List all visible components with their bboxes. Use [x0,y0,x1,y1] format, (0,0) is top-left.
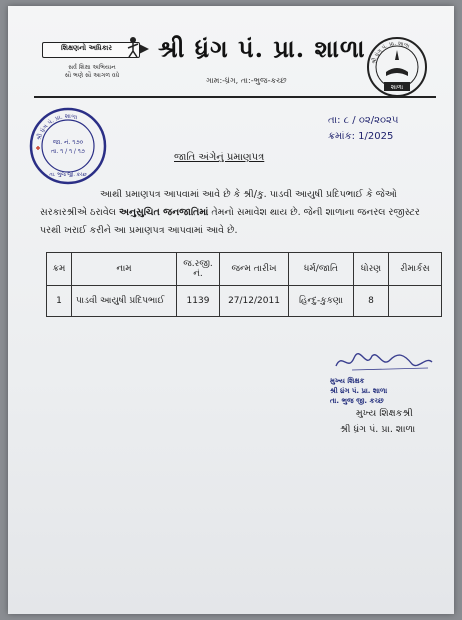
seal-line-3: તા. ભુજ જી. કચ્છ [330,397,384,405]
header-name: નામ [72,253,177,286]
stamp-ring-text: શ્રી ધ્રંગ પં. પ્રા. શાળા [35,112,78,142]
table-row [47,286,442,317]
cell-name: પાડવી આયુષી પ્રદિપભાઈ [72,286,177,317]
school-name: શ્રી ધ્રંગ પં. પ્રા. શાળા [158,34,366,63]
education-logo [36,36,146,98]
header-standard: ધોરણ [354,253,389,286]
handwritten-signature [332,346,436,376]
school-emblem [366,36,428,98]
stamp-bottom-text: તા. ભુજ જી. કચ્છ [49,172,87,178]
signatory-title: મુખ્ય શિક્ષકશ્રી [356,408,413,419]
seal-line-2: શ્રી ધ્રંગ પં. પ્રા. શાળા [330,387,388,395]
svg-text:શ્રી ધ્રંગ પં. પ્રા. શાળા [370,41,411,65]
stamp-cross-icon [36,146,40,150]
certificate-paper [8,6,454,614]
header-remarks: રીમાર્કસ [389,253,442,286]
slogan-line-1: સર્વ શિક્ષા અભિયાન [68,64,116,71]
body-text-part-2: તેમનો સમાવેશ થાય છે. જેની શાળાના જનરલ રજીસ્ટર પરથી ખરાઈ કરીને આ પ્રમાણપત્ર આપવામાં આવે છે. [40,207,420,236]
logo-slogan [50,64,134,80]
certificate-title: જાતિ અંગેનું પ્રમાણપત્ર [174,152,265,163]
emblem-bottom-text: શાળા [390,84,404,91]
lamp-flame-icon [395,50,399,60]
stamp-date: તા. ૧ / ૧ / ૧૭ [51,148,85,155]
issue-date: તા: ૮ / ૦૨/૨૦૨૫ [328,115,399,126]
cell-birth-date: 27/12/2011 [220,286,289,317]
school-round-stamp [28,106,108,186]
stamp-number: જા. નં. ૧૭૦ [52,139,84,146]
school-location: ગામ:-ધ્રંગ, તા:-ભુજ-કચ્છ [206,76,287,85]
emblem-top-text: શ્રી ધ્રંગ પં. પ્રા. શાળા [371,40,411,65]
student-figure-icon [126,36,140,58]
header-register-no: જ.રજી. નં. [177,253,220,286]
cell-religion-caste: હિન્દુ-કુકણા [289,286,354,317]
cell-standard: 8 [354,286,389,317]
cell-remarks [389,286,442,317]
header-religion-caste: ધર્મ/જાતિ [289,253,354,286]
table-header-row [47,253,442,286]
headmaster-seal [330,376,387,406]
logo-motto: શિક્ષણનો અધિકાર [61,44,113,52]
certificate-serial: ક્રમાંક: 1/2025 [328,131,394,142]
open-book-icon [386,68,408,76]
certificate-body [40,186,436,240]
header-serial: ક્રમ [47,253,72,286]
cell-register-no: 1139 [177,286,220,317]
body-text-part-1: આથી પ્રમાણપત્ર આપવામાં આવે છે કે શ્રી/કુ. પાડવી આયુષી પ્રદિપભાઈ કે જેઓ સરકારશ્રીએ ઠરાવેલ [40,189,397,218]
seal-line-1: મુખ્ય શિક્ષક [330,377,365,385]
slogan-line-2: સૌ ભણે સૌ આગળ વધે [64,72,120,79]
cell-serial: 1 [47,286,72,317]
signatory-school: શ્રી ધ્રંગ પં. પ્રા. શાળા [340,424,416,435]
student-table [46,252,442,317]
body-highlight: અનુસુચિત જનજાતિમાં [118,207,209,218]
header-birth-date: જન્મ તારીખ [220,253,289,286]
header-divider [34,96,436,98]
svg-text:શ્રી ધ્રંગ પં. પ્રા. શાળા [35,113,79,141]
